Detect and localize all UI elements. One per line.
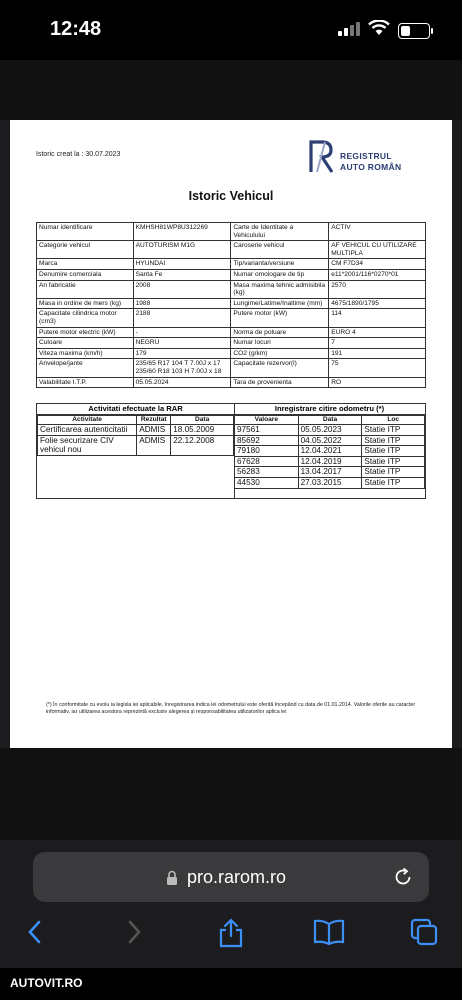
activities-heading: Activitati efectuate la RAR — [37, 404, 234, 415]
wifi-icon — [368, 20, 390, 36]
field-label: Categorie vehicul — [37, 241, 134, 259]
status-bar — [0, 0, 462, 60]
activities-row — [38, 435, 234, 455]
vehicle-data-row — [37, 298, 426, 309]
field-label: Denumire comerciala — [37, 269, 134, 280]
field-label: Lungime/Latime/Inaltime (mm) — [231, 298, 329, 309]
odometer-readings — [234, 404, 425, 489]
field-label: Caroserie vehicul — [231, 241, 329, 259]
field-value: e11*2001/116*0270*01 — [329, 269, 426, 280]
field-value: 75 — [329, 359, 426, 377]
activities-odometer-section — [36, 403, 426, 499]
field-label: Capacitate cilindrica motor (cm3) — [37, 309, 134, 327]
status-time: 12:48 — [50, 18, 102, 40]
odometer-cell: Statie ITP — [362, 425, 425, 436]
address-bar[interactable] — [33, 852, 429, 902]
odometer-row — [235, 477, 425, 488]
odometer-cell: 85692 — [235, 435, 299, 446]
vehicle-data-table — [36, 222, 426, 388]
field-label: An fabricatie — [37, 280, 134, 298]
activities-cell: Certificarea autenticitatii — [38, 425, 137, 436]
vehicle-data-row — [37, 359, 426, 377]
field-label: Numar locuri — [231, 338, 329, 349]
odometer-cell: Statie ITP — [362, 467, 425, 478]
field-label: Viteza maxima (km/h) — [37, 348, 134, 359]
field-value: 179 — [133, 348, 231, 359]
vehicle-data-row — [37, 309, 426, 327]
field-value: CM F7D34 — [329, 259, 426, 270]
field-label: Numar omologare de tip — [231, 269, 329, 280]
page-background-bottom — [0, 748, 462, 840]
forward-icon[interactable] — [124, 918, 144, 946]
field-value: AUTOTURISM M1G — [133, 241, 231, 259]
field-value: NEGRU — [133, 338, 231, 349]
vehicle-data-row — [37, 241, 426, 259]
field-value: 1988 — [133, 298, 231, 309]
field-label: Masa maxima tehnic admisibila (kg) — [231, 280, 329, 298]
vehicle-history-document — [10, 120, 452, 748]
odometer-column-header: Data — [298, 416, 362, 425]
field-label: Tip/varianta/versiune — [231, 259, 329, 270]
field-label: Numar identificare — [37, 223, 134, 241]
rar-logo-icon — [308, 139, 336, 173]
field-label: Carte de Identitate a Vehiculului — [231, 223, 329, 241]
reload-icon[interactable] — [393, 867, 413, 887]
activities-cell: 18.05.2009 — [171, 425, 234, 436]
field-value: AF VEHICUL CU UTILIZARE MULTIPLA — [329, 241, 426, 259]
odometer-cell: 13.04.2017 — [298, 467, 362, 478]
odometer-column-header: Valoare — [235, 416, 299, 425]
activities-cell: ADMIS — [137, 425, 171, 436]
battery-icon — [398, 23, 430, 39]
field-value: 05.05.2024 — [133, 377, 231, 388]
activities-column-header: Rezultat — [137, 416, 171, 425]
field-label: Valabilitate I.T.P. — [37, 377, 134, 388]
odometer-cell: Statie ITP — [362, 477, 425, 488]
field-value: 2188 — [133, 309, 231, 327]
document-title: Istoric Vehicul — [188, 189, 274, 203]
signal-icon — [338, 22, 360, 36]
vehicle-data-row — [37, 327, 426, 338]
field-value: 4675/1890/1795 — [329, 298, 426, 309]
odometer-column-header: Loc — [362, 416, 425, 425]
odometer-row — [235, 435, 425, 446]
field-value: ACTIV — [329, 223, 426, 241]
page-background-top — [0, 60, 462, 120]
footnote: (*) În conformitate cu evolu ia legisla iei aplicabile, înregistrarea indica iei odometrului este oferită începând cu data de 01.01.2014. Valorile oferite au caracter informativ, iar utilizarea acestora reprezintă exclusiv alegerea și responsabilitatea utilizatorilor aplica iei — [46, 702, 416, 715]
odometer-cell: 12.04.2021 — [298, 446, 362, 457]
odometer-row — [235, 456, 425, 467]
odometer-header-row — [235, 416, 425, 425]
bookmarks-icon[interactable] — [313, 918, 345, 946]
odometer-cell: 56283 — [235, 467, 299, 478]
field-label: Capacitate rezervor(l) — [231, 359, 329, 377]
vehicle-data-row — [37, 377, 426, 388]
field-value: 235/65 R17 104 T 7.00J x 17 235/60 R18 103 H 7.00J x 18 — [133, 359, 231, 377]
field-label: Culoare — [37, 338, 134, 349]
odometer-cell: 27.03.2015 — [298, 477, 362, 488]
field-value: 7 — [329, 338, 426, 349]
field-label: Marca — [37, 259, 134, 270]
logo-line1: REGISTRUL — [340, 151, 392, 161]
activities-table — [37, 415, 234, 456]
field-value: Santa Fe — [133, 269, 231, 280]
odometer-heading: Inregistrare citire odometru (*) — [234, 404, 425, 415]
logo-line2: AUTO ROMÂN — [340, 162, 402, 172]
watermark: AUTOVIT.RO — [10, 976, 83, 990]
field-value: 114 — [329, 309, 426, 327]
odometer-cell: 44530 — [235, 477, 299, 488]
back-icon[interactable] — [25, 918, 45, 946]
field-value: EURO 4 — [329, 327, 426, 338]
vehicle-data-row — [37, 259, 426, 270]
field-label: Anvelope/jante — [37, 359, 134, 377]
field-label: Masa in ordine de mers (kg) — [37, 298, 134, 309]
odometer-cell: Statie ITP — [362, 446, 425, 457]
vehicle-data-row — [37, 280, 426, 298]
field-value: 2570 — [329, 280, 426, 298]
field-value: 191 — [329, 348, 426, 359]
odometer-cell: 97561 — [235, 425, 299, 436]
odometer-table — [234, 415, 425, 489]
share-icon[interactable] — [218, 918, 244, 948]
bottom-watermark-bar — [0, 968, 462, 1000]
lock-icon — [166, 870, 178, 885]
activities-cell: Folie securizare CIV vehicul nou — [38, 435, 137, 455]
activities-column-header: Activitate — [38, 416, 137, 425]
odometer-cell: 67628 — [235, 456, 299, 467]
activities-row — [38, 425, 234, 436]
activities-header-row — [38, 416, 234, 425]
field-label: Putere motor (kW) — [231, 309, 329, 327]
browser-toolbar — [0, 910, 462, 958]
odometer-row — [235, 467, 425, 478]
odometer-row — [235, 425, 425, 436]
field-value: 2008 — [133, 280, 231, 298]
field-value: HYUNDAI — [133, 259, 231, 270]
field-label: Tara de provenienta — [231, 377, 329, 388]
field-value: - — [133, 327, 231, 338]
odometer-row — [235, 446, 425, 457]
activities-column-header: Data — [171, 416, 234, 425]
odometer-cell: 12.04.2019 — [298, 456, 362, 467]
vehicle-data-row — [37, 338, 426, 349]
field-label: CO2 (g/km) — [231, 348, 329, 359]
vehicle-data-row — [37, 223, 426, 241]
odometer-cell: Statie ITP — [362, 456, 425, 467]
vehicle-data-row — [37, 269, 426, 280]
field-label: Putere motor electric (kW) — [37, 327, 134, 338]
odometer-cell: 04.05.2022 — [298, 435, 362, 446]
field-value: KMHSH81WP8U312269 — [133, 223, 231, 241]
rar-logo — [308, 139, 408, 173]
odometer-cell: 05.05.2023 — [298, 425, 362, 436]
odometer-cell: 79180 — [235, 446, 299, 457]
activities-cell: ADMIS — [137, 435, 171, 455]
field-value: RO — [329, 377, 426, 388]
odometer-cell: Statie ITP — [362, 435, 425, 446]
tabs-icon[interactable] — [410, 918, 438, 946]
created-date: Istoric creat la : 30.07.2023 — [36, 151, 121, 158]
url-text[interactable]: pro.rarom.ro — [187, 867, 287, 887]
activities-cell: 22.12.2008 — [171, 435, 234, 455]
vehicle-data-row — [37, 348, 426, 359]
field-label: Norma de poluare — [231, 327, 329, 338]
rar-activities — [37, 404, 235, 498]
